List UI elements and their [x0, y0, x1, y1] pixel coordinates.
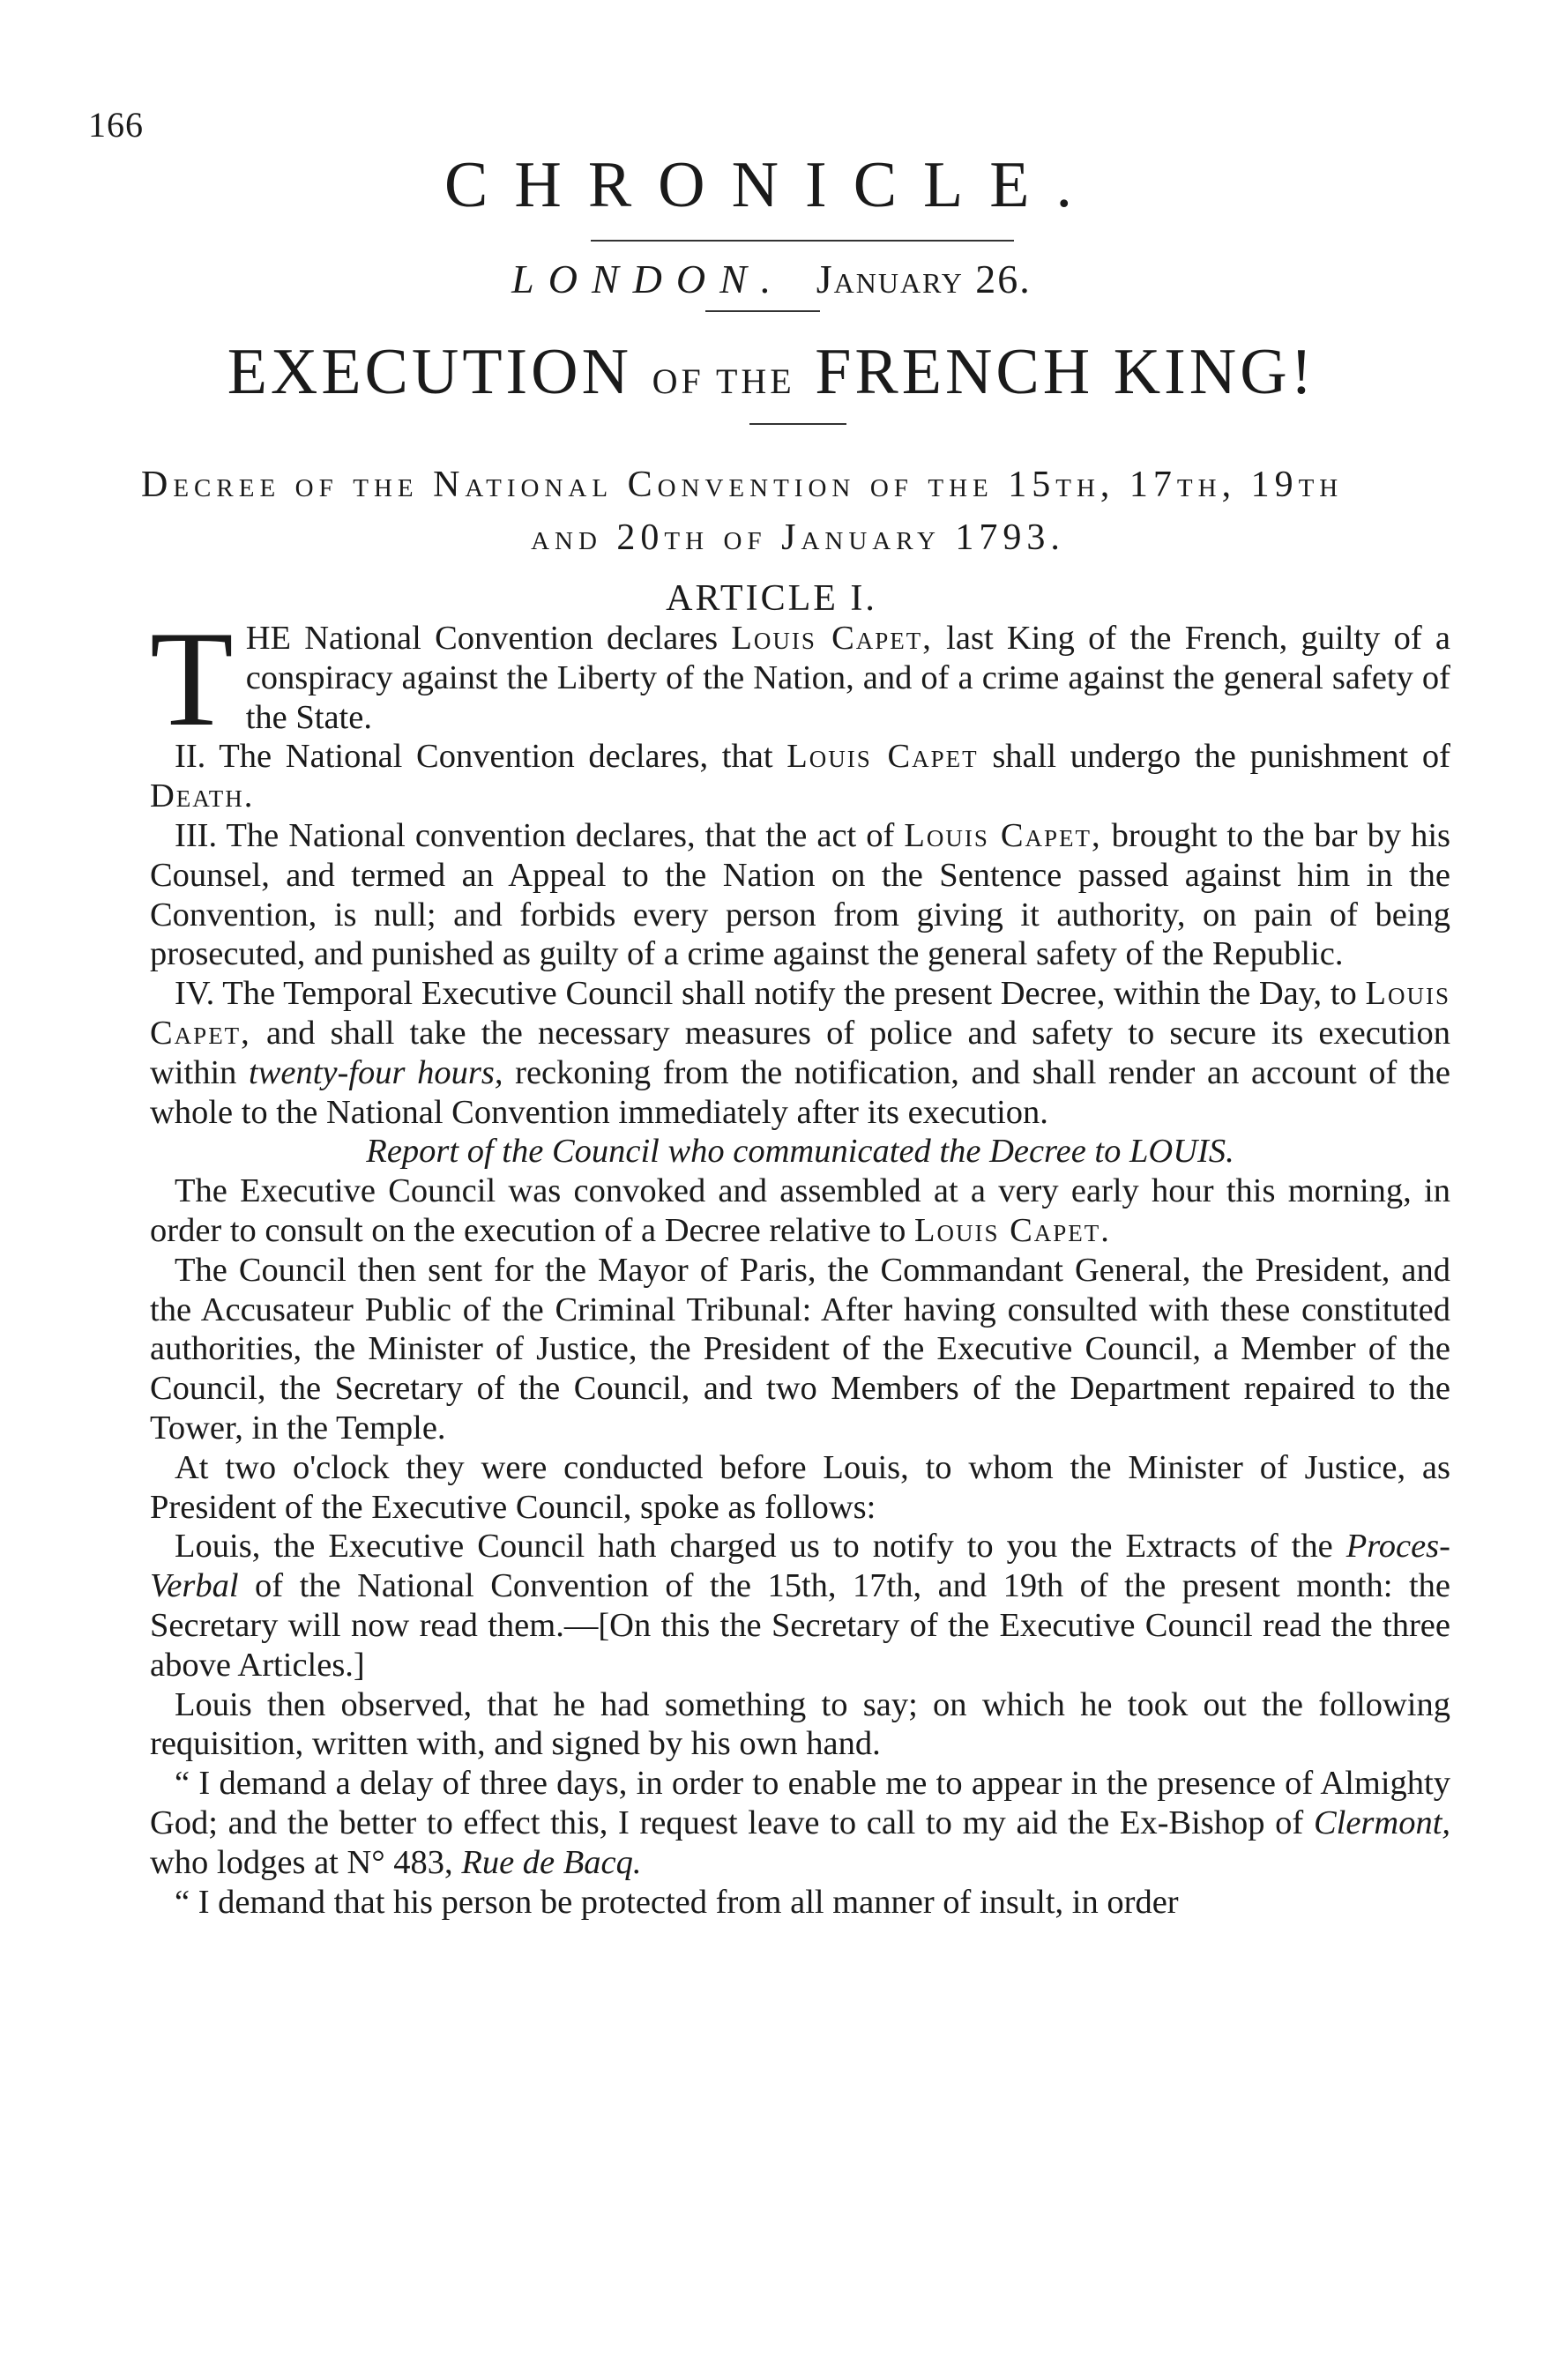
art1-text-b: last King of the French, guilty of a conspiracy against the Liberty of the Nation, and of a crime against the general safety of the State. [245, 620, 1451, 736]
paragraph-2: The Council then sent for the Mayor of Paris, the Commandant General, the President, and the Accusateur Public of the Criminal Tribunal: After having consulted with these constituted authorities, the Minister of Justice, the President of the Executive Council, a Member of the Council, the Secretary of the Council, and two Members of the Department repaired to the Tower, in the Temple. [150, 1251, 1450, 1447]
art2-text-a: II. The National Convention declares, that [175, 738, 773, 776]
para4-italic: Proces-Verbal [150, 1528, 1450, 1605]
art3-name: Louis Capet, [904, 816, 1102, 854]
art4-text-b: and shall take the necessary measures of police and safety to secure its execution within [150, 1014, 1450, 1091]
dateline-rule [705, 310, 820, 312]
para6-italic-2: Rue de Bacq. [461, 1843, 642, 1881]
article-3 [150, 816, 1450, 974]
report-heading: Report of the Council who communicated the Decree to LOUIS. [366, 1133, 1234, 1171]
drop-cap: T [150, 603, 234, 755]
headline-part1: EXECUTION [227, 336, 633, 408]
masthead-rule [591, 240, 1014, 242]
article-heading: ARTICLE I. [666, 578, 877, 619]
headline-part2: OF THE [652, 361, 795, 401]
paragraph-5: Louis then observed, that he had something to say; on which he took out the following requisition, written with, and signed by his own hand. [150, 1685, 1450, 1763]
article-body [150, 603, 1451, 1922]
para4-text-b: of the National Convention of the 15th, 17th, and 19th of the present month: the Secretary will now read them.—[On this the Secretary of the Executive Council read the three above Articles.] [150, 1567, 1450, 1684]
art3-text-a: III. The National convention declares, that the act of [175, 816, 895, 854]
art4-italic: twenty-four hours, [249, 1053, 503, 1091]
dateline [0, 256, 1543, 302]
article-1 [150, 603, 1451, 755]
para1-name: Louis Capet. [913, 1211, 1111, 1249]
decree-heading [141, 458, 1455, 564]
dateline-date: January 26. [816, 257, 1032, 301]
para4-text-a: Louis, the Executive Council hath charged us to notify to you the Extracts of the [175, 1528, 1333, 1566]
art4-name: Louis Capet, [150, 975, 1451, 1052]
art2-name: Louis Capet [786, 738, 979, 776]
decree-line1: Decree of the National Convention of the 15th, 17th, 19th [141, 465, 1344, 505]
decree-line2: and 20th of January 1793. [531, 517, 1065, 558]
art1-text-a: HE National Convention declares [245, 620, 719, 657]
para6-text-a: “ I demand a delay of three days, in order to enable me to appear in the presence of Almighty God; and the better to effect this, I request leave to call to my aid the Ex-Bishop of [150, 1765, 1450, 1841]
dateline-city: LONDON. [511, 257, 786, 301]
masthead-title: CHRONICLE. [444, 149, 1099, 221]
para6-italic-1: Clermont, [1313, 1804, 1451, 1841]
article-2 [150, 737, 1450, 816]
paragraph-6 [150, 1764, 1450, 1882]
art2-text-b: shall undergo the punishment of [992, 738, 1450, 776]
art3-text-b: brought to the bar by his Counsel, and termed an Appeal to the Nation on the Sentence passed against him in the Convention, is null; and forbids every person from giving it authority, on pain of being prosecuted, and punished as guilty of a crime against the general safety of the Republic. [150, 816, 1450, 973]
art1-name: Louis Capet, [731, 620, 933, 657]
paragraph-1 [150, 1171, 1450, 1251]
paragraph-4 [150, 1527, 1450, 1685]
article-4 [150, 974, 1450, 1132]
paragraph-7: “ I demand that his person be protected from all manner of insult, in order [175, 1883, 1179, 1921]
art4-text-c: reckoning from the notification, and shall render an account of the whole to the National Convention immediately after its execution. [150, 1053, 1451, 1131]
paragraph-3: At two o'clock they were conducted before Louis, to whom the Minister of Justice, as President of the Executive Council, spoke as follows: [150, 1448, 1450, 1526]
headline [0, 335, 1543, 410]
headline-rule [749, 423, 846, 425]
page-number: 166 [88, 105, 144, 145]
art4-text-a: IV. The Temporal Executive Council shall notify the present Decree, within the Day, to [175, 975, 1357, 1013]
para1-text: The Executive Council was convoked and assembled at a very early hour this morning, in order to consult on the execution of a Decree relative to [150, 1172, 1450, 1249]
headline-part3: FRENCH KING! [815, 336, 1316, 408]
para6-text-b: who lodges at N° 483, [150, 1843, 453, 1881]
art2-death: Death. [150, 777, 255, 815]
